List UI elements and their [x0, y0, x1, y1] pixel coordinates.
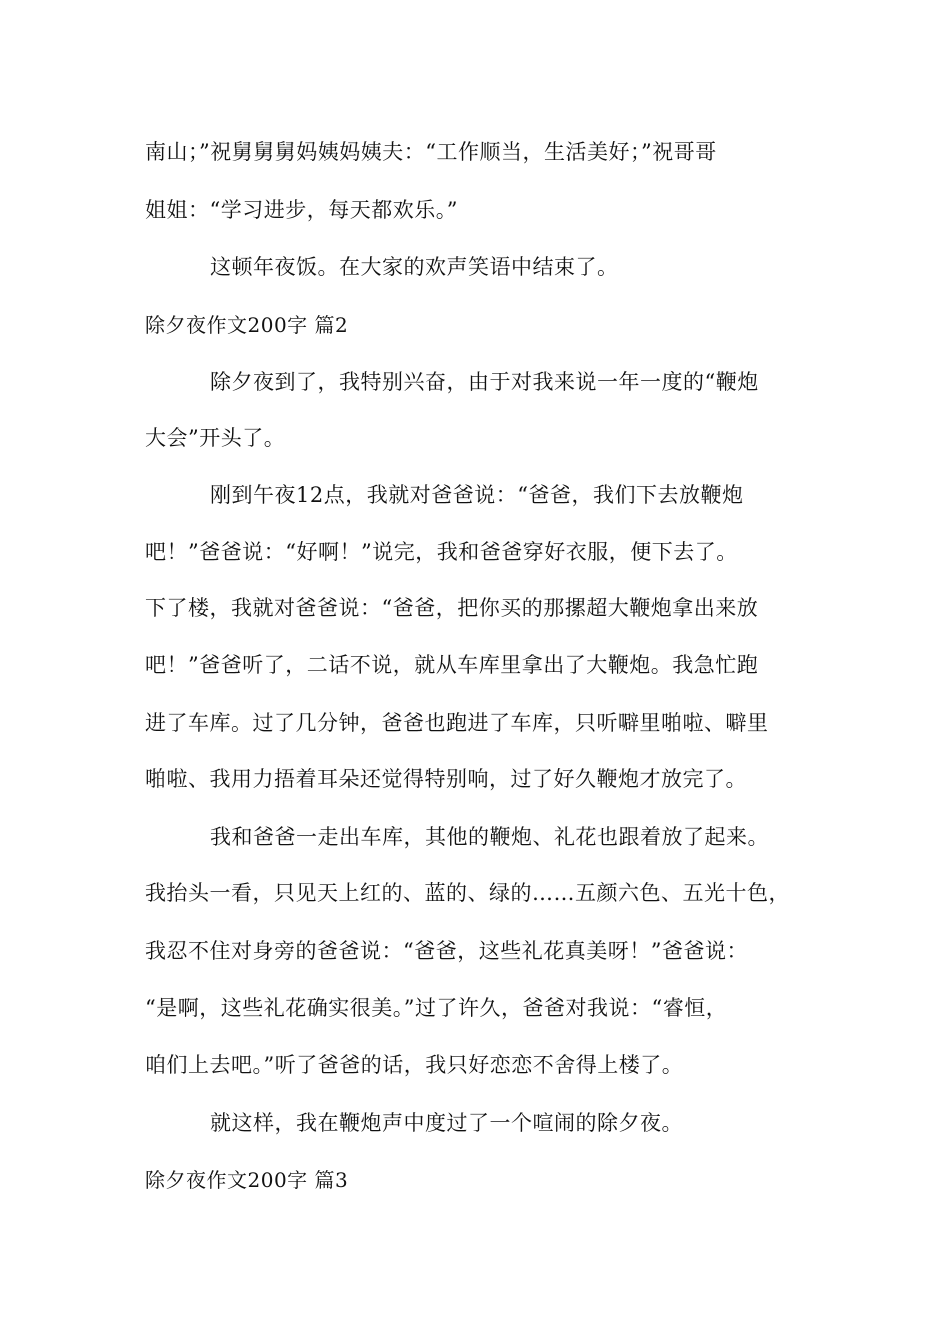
text-line: 啪啦、我用力捂着耳朵还觉得特别响，过了好久鞭炮才放完了。	[145, 767, 747, 791]
text-line: “是啊，这些礼花确实很美。”过了许久，爸爸对我说：“睿恒，	[145, 996, 728, 1020]
text-line: 我忍不住对身旁的爸爸说：“爸爸，这些礼花真美呀！”爸爸说：	[145, 939, 748, 963]
text-line: 我和爸爸一走出车库，其他的鞭炮、礼花也跟着放了起来。	[210, 825, 769, 849]
text-line: 南山；”祝舅舅舅妈姨妈姨夫：“工作顺当，生活美好；”祝哥哥	[145, 140, 717, 164]
text-line: 大会”开头了。	[145, 426, 286, 450]
text-line: 除夕夜到了，我特别兴奋，由于对我来说一年一度的“鞭炮	[210, 370, 759, 394]
text-line: 刚到午夜12点，我就对爸爸说：“爸爸，我们下去放鞭炮	[210, 483, 744, 507]
text-line: 这顿年夜饭。在大家的欢声笑语中结束了。	[210, 255, 619, 279]
section-heading: 除夕夜作文200字 篇3	[145, 1168, 349, 1192]
text-line: 姐姐：“学习进步，每天都欢乐。”	[145, 198, 458, 222]
text-line: 就这样，我在鞭炮声中度过了一个喧闹的除夕夜。	[210, 1111, 683, 1135]
text-line: 进了车库。过了几分钟，爸爸也跑进了车库，只听噼里啪啦、噼里	[145, 711, 769, 735]
text-line: 吧！”爸爸听了，二话不说，就从车库里拿出了大鞭炮。我急忙跑	[145, 653, 759, 677]
section-heading: 除夕夜作文200字 篇2	[145, 313, 349, 337]
text-line: 吧！”爸爸说：“好啊！”说完，我和爸爸穿好衣服，便下去了。	[145, 540, 738, 564]
text-line: 下了楼，我就对爸爸说：“爸爸，把你买的那摞超大鞭炮拿出来放	[145, 596, 759, 620]
text-line: 我抬头一看，只见天上红的、蓝的、绿的……五颜六色、五光十色，	[145, 881, 790, 905]
text-line: 咱们上去吧。”听了爸爸的话，我只好恋恋不舍得上楼了。	[145, 1053, 684, 1077]
